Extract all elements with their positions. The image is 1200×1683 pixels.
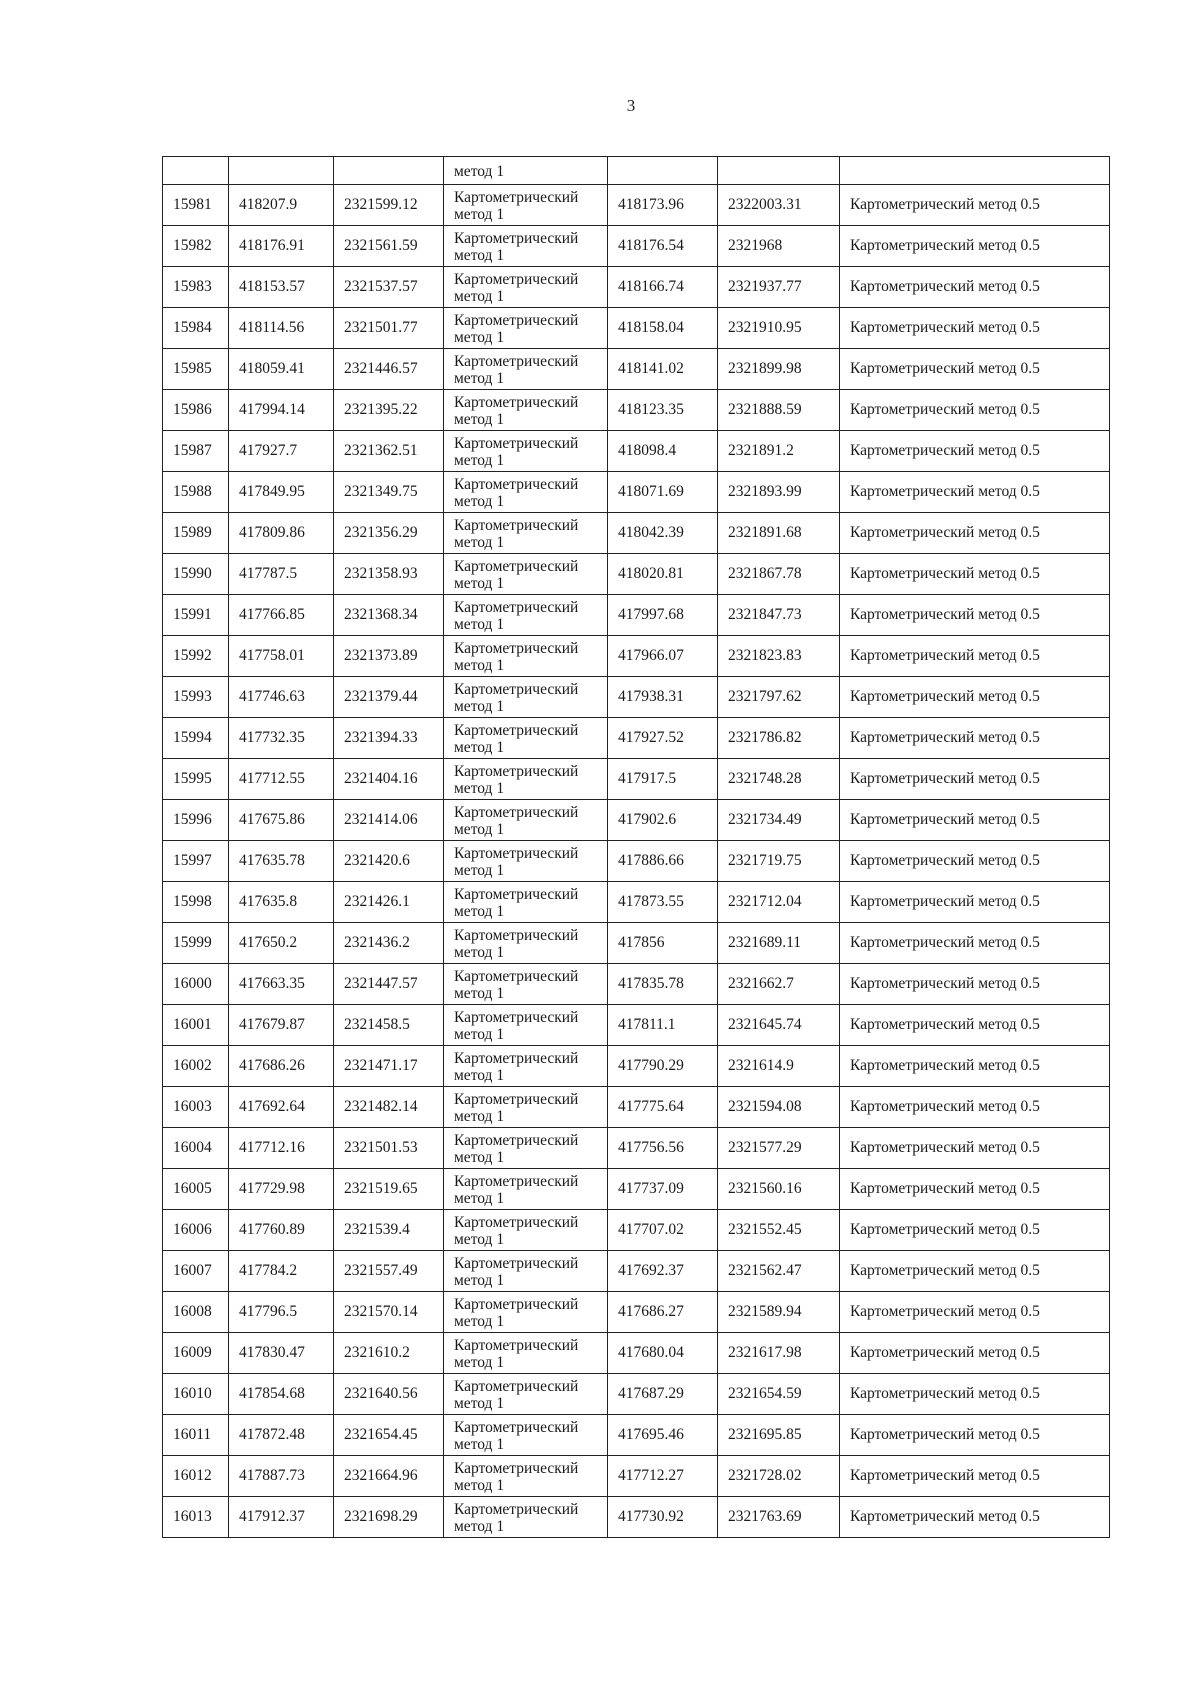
cell-accuracy: Картометрический метод 0.5 (840, 677, 1110, 718)
cell-method: Картометрический метод 1 (444, 308, 608, 349)
cell-point-number: 15982 (163, 226, 229, 267)
cell-method: метод 1 (444, 157, 608, 185)
cell-y2: 2322003.31 (718, 185, 840, 226)
cell-x1: 418059.41 (229, 349, 334, 390)
cell-method: Картометрический метод 1 (444, 1251, 608, 1292)
cell-y2: 2321645.74 (718, 1005, 840, 1046)
coordinates-table (162, 156, 1110, 1538)
cell-accuracy: Картометрический метод 0.5 (840, 1497, 1110, 1538)
cell-y2: 2321728.02 (718, 1456, 840, 1497)
cell-y2: 2321891.68 (718, 513, 840, 554)
cell-y2: 2321562.47 (718, 1251, 840, 1292)
cell-point-number: 16008 (163, 1292, 229, 1333)
cell-x1: 417692.64 (229, 1087, 334, 1128)
cell-accuracy: Картометрический метод 0.5 (840, 1128, 1110, 1169)
cell-point-number: 16013 (163, 1497, 229, 1538)
cell-y1: 2321362.51 (334, 431, 444, 472)
cell-point-number: 15983 (163, 267, 229, 308)
cell-x2: 417695.46 (608, 1415, 718, 1456)
cell-x2: 417856 (608, 923, 718, 964)
cell-accuracy: Картометрический метод 0.5 (840, 431, 1110, 472)
cell-x1: 417872.48 (229, 1415, 334, 1456)
cell-accuracy: Картометрический метод 0.5 (840, 349, 1110, 390)
cell-x1: 417686.26 (229, 1046, 334, 1087)
table-row (163, 226, 1110, 267)
cell-x1: 417927.7 (229, 431, 334, 472)
cell-accuracy: Картометрический метод 0.5 (840, 1415, 1110, 1456)
cell-x2: 418071.69 (608, 472, 718, 513)
cell-point-number: 15996 (163, 800, 229, 841)
cell-y1: 2321519.65 (334, 1169, 444, 1210)
cell-accuracy: Картометрический метод 0.5 (840, 1251, 1110, 1292)
cell-y2: 2321748.28 (718, 759, 840, 800)
table-row (163, 1333, 1110, 1374)
cell-x1: 417758.01 (229, 636, 334, 677)
cell-y1: 2321379.44 (334, 677, 444, 718)
cell-point-number: 16000 (163, 964, 229, 1005)
cell-method: Картометрический метод 1 (444, 1292, 608, 1333)
cell-x2: 417756.56 (608, 1128, 718, 1169)
cell-x2: 417873.55 (608, 882, 718, 923)
table-row (163, 718, 1110, 759)
cell-point-number: 15981 (163, 185, 229, 226)
table-row (163, 923, 1110, 964)
table-row (163, 1210, 1110, 1251)
cell-x2: 417886.66 (608, 841, 718, 882)
cell-accuracy: Картометрический метод 0.5 (840, 1046, 1110, 1087)
cell-y1: 2321570.14 (334, 1292, 444, 1333)
cell-accuracy: Картометрический метод 0.5 (840, 841, 1110, 882)
cell-x2: 417902.6 (608, 800, 718, 841)
cell-method: Картометрический метод 1 (444, 1046, 608, 1087)
cell-y2: 2321734.49 (718, 800, 840, 841)
cell-y1: 2321447.57 (334, 964, 444, 1005)
cell-y1: 2321482.14 (334, 1087, 444, 1128)
cell-point-number: 15992 (163, 636, 229, 677)
cell-y1: 2321358.93 (334, 554, 444, 595)
table-row (163, 1292, 1110, 1333)
cell-method: Картометрический метод 1 (444, 1374, 608, 1415)
cell-x1: 417830.47 (229, 1333, 334, 1374)
cell-method: Картометрический метод 1 (444, 882, 608, 923)
cell-x2: 417997.68 (608, 595, 718, 636)
cell-x1: 417679.87 (229, 1005, 334, 1046)
cell-method: Картометрический метод 1 (444, 1497, 608, 1538)
cell-point-number: 15998 (163, 882, 229, 923)
table-row (163, 431, 1110, 472)
cell-point-number: 15984 (163, 308, 229, 349)
cell-y1: 2321414.06 (334, 800, 444, 841)
cell-x1: 417675.86 (229, 800, 334, 841)
cell-y2: 2321589.94 (718, 1292, 840, 1333)
cell-x2: 417966.07 (608, 636, 718, 677)
table-row (163, 1415, 1110, 1456)
cell-method: Картометрический метод 1 (444, 1169, 608, 1210)
cell-y2: 2321910.95 (718, 308, 840, 349)
cell-point-number: 15999 (163, 923, 229, 964)
cell-y1 (334, 157, 444, 185)
cell-method: Картометрический метод 1 (444, 964, 608, 1005)
table-row (163, 472, 1110, 513)
cell-y1: 2321557.49 (334, 1251, 444, 1292)
cell-point-number: 16009 (163, 1333, 229, 1374)
cell-y1: 2321368.34 (334, 595, 444, 636)
cell-y2: 2321893.99 (718, 472, 840, 513)
cell-y2: 2321786.82 (718, 718, 840, 759)
cell-x1: 417712.55 (229, 759, 334, 800)
cell-x1: 417809.86 (229, 513, 334, 554)
cell-x1: 417746.63 (229, 677, 334, 718)
table-row (163, 267, 1110, 308)
cell-method: Картометрический метод 1 (444, 431, 608, 472)
cell-accuracy: Картометрический метод 0.5 (840, 718, 1110, 759)
cell-point-number: 15990 (163, 554, 229, 595)
cell-x2: 417730.92 (608, 1497, 718, 1538)
cell-accuracy: Картометрический метод 0.5 (840, 472, 1110, 513)
cell-y2: 2321823.83 (718, 636, 840, 677)
page-number: 3 (626, 96, 636, 115)
cell-y1: 2321501.77 (334, 308, 444, 349)
table-row (163, 185, 1110, 226)
cell-x2: 417917.5 (608, 759, 718, 800)
cell-y2: 2321847.73 (718, 595, 840, 636)
cell-point-number: 16012 (163, 1456, 229, 1497)
cell-accuracy: Картометрический метод 0.5 (840, 1210, 1110, 1251)
table-row (163, 513, 1110, 554)
cell-y1: 2321654.45 (334, 1415, 444, 1456)
cell-point-number (163, 157, 229, 185)
cell-y2: 2321695.85 (718, 1415, 840, 1456)
cell-x1: 417729.98 (229, 1169, 334, 1210)
table-row (163, 636, 1110, 677)
cell-y1: 2321537.57 (334, 267, 444, 308)
cell-method: Картометрический метод 1 (444, 923, 608, 964)
cell-x2: 417687.29 (608, 1374, 718, 1415)
cell-x2: 417790.29 (608, 1046, 718, 1087)
cell-x1: 417994.14 (229, 390, 334, 431)
cell-accuracy: Картометрический метод 0.5 (840, 1333, 1110, 1374)
cell-method: Картометрический метод 1 (444, 595, 608, 636)
cell-x1: 417787.5 (229, 554, 334, 595)
cell-y1: 2321471.17 (334, 1046, 444, 1087)
cell-method: Картометрический метод 1 (444, 800, 608, 841)
cell-x2: 417712.27 (608, 1456, 718, 1497)
table-row (163, 1046, 1110, 1087)
cell-accuracy: Картометрический метод 0.5 (840, 800, 1110, 841)
cell-x2: 417927.52 (608, 718, 718, 759)
cell-accuracy: Картометрический метод 0.5 (840, 185, 1110, 226)
table-row (163, 677, 1110, 718)
table-row (163, 1497, 1110, 1538)
cell-x1: 417766.85 (229, 595, 334, 636)
cell-y2: 2321560.16 (718, 1169, 840, 1210)
cell-point-number: 15994 (163, 718, 229, 759)
cell-point-number: 16004 (163, 1128, 229, 1169)
cell-accuracy: Картометрический метод 0.5 (840, 882, 1110, 923)
cell-method: Картометрический метод 1 (444, 636, 608, 677)
cell-y2: 2321719.75 (718, 841, 840, 882)
table-row (163, 841, 1110, 882)
cell-y1: 2321420.6 (334, 841, 444, 882)
table-row (163, 1374, 1110, 1415)
cell-accuracy: Картометрический метод 0.5 (840, 636, 1110, 677)
cell-y2: 2321662.7 (718, 964, 840, 1005)
cell-x1: 417732.35 (229, 718, 334, 759)
cell-x2: 417692.37 (608, 1251, 718, 1292)
cell-point-number: 15985 (163, 349, 229, 390)
cell-accuracy: Картометрический метод 0.5 (840, 390, 1110, 431)
cell-y2: 2321763.69 (718, 1497, 840, 1538)
cell-method: Картометрический метод 1 (444, 1128, 608, 1169)
cell-accuracy: Картометрический метод 0.5 (840, 267, 1110, 308)
cell-y1: 2321501.53 (334, 1128, 444, 1169)
cell-x2: 417680.04 (608, 1333, 718, 1374)
cell-y2: 2321712.04 (718, 882, 840, 923)
cell-point-number: 15987 (163, 431, 229, 472)
cell-x2: 418123.35 (608, 390, 718, 431)
cell-point-number: 15988 (163, 472, 229, 513)
cell-x2: 418098.4 (608, 431, 718, 472)
cell-accuracy: Картометрический метод 0.5 (840, 554, 1110, 595)
cell-x2: 418020.81 (608, 554, 718, 595)
cell-accuracy: Картометрический метод 0.5 (840, 308, 1110, 349)
cell-y2: 2321899.98 (718, 349, 840, 390)
cell-accuracy: Картометрический метод 0.5 (840, 1005, 1110, 1046)
cell-y1: 2321446.57 (334, 349, 444, 390)
cell-method: Картометрический метод 1 (444, 1005, 608, 1046)
cell-method: Картометрический метод 1 (444, 349, 608, 390)
table-row (163, 1169, 1110, 1210)
cell-x2: 417835.78 (608, 964, 718, 1005)
cell-x1: 417796.5 (229, 1292, 334, 1333)
cell-accuracy (840, 157, 1110, 185)
table-row (163, 349, 1110, 390)
cell-method: Картометрический метод 1 (444, 513, 608, 554)
cell-y2: 2321797.62 (718, 677, 840, 718)
cell-y1: 2321394.33 (334, 718, 444, 759)
table-row (163, 800, 1110, 841)
cell-accuracy: Картометрический метод 0.5 (840, 759, 1110, 800)
cell-x2: 417686.27 (608, 1292, 718, 1333)
table-row (163, 1128, 1110, 1169)
cell-y1: 2321458.5 (334, 1005, 444, 1046)
cell-x1: 417712.16 (229, 1128, 334, 1169)
cell-method: Картометрический метод 1 (444, 677, 608, 718)
cell-x2: 418176.54 (608, 226, 718, 267)
cell-method: Картометрический метод 1 (444, 226, 608, 267)
cell-x1: 418153.57 (229, 267, 334, 308)
table-row (163, 1087, 1110, 1128)
cell-method: Картометрический метод 1 (444, 1333, 608, 1374)
cell-y1: 2321426.1 (334, 882, 444, 923)
cell-point-number: 15995 (163, 759, 229, 800)
cell-x1: 417760.89 (229, 1210, 334, 1251)
cell-x2: 417811.1 (608, 1005, 718, 1046)
cell-x1: 417887.73 (229, 1456, 334, 1497)
cell-point-number: 15997 (163, 841, 229, 882)
cell-method: Картометрический метод 1 (444, 1456, 608, 1497)
cell-y2: 2321617.98 (718, 1333, 840, 1374)
cell-x2: 417737.09 (608, 1169, 718, 1210)
cell-y2: 2321689.11 (718, 923, 840, 964)
cell-y1: 2321404.16 (334, 759, 444, 800)
cell-x1: 417663.35 (229, 964, 334, 1005)
cell-x2: 417707.02 (608, 1210, 718, 1251)
cell-y2: 2321594.08 (718, 1087, 840, 1128)
cell-accuracy: Картометрический метод 0.5 (840, 1374, 1110, 1415)
cell-point-number: 15986 (163, 390, 229, 431)
cell-y1: 2321436.2 (334, 923, 444, 964)
cell-y1: 2321356.29 (334, 513, 444, 554)
cell-method: Картометрический метод 1 (444, 472, 608, 513)
cell-accuracy: Картометрический метод 0.5 (840, 1169, 1110, 1210)
cell-method: Картометрический метод 1 (444, 1415, 608, 1456)
cell-method: Картометрический метод 1 (444, 841, 608, 882)
cell-point-number: 16005 (163, 1169, 229, 1210)
cell-method: Картометрический метод 1 (444, 759, 608, 800)
cell-y2: 2321577.29 (718, 1128, 840, 1169)
table-row (163, 759, 1110, 800)
cell-x1: 417635.8 (229, 882, 334, 923)
cell-y2 (718, 157, 840, 185)
cell-x2: 418166.74 (608, 267, 718, 308)
cell-y1: 2321561.59 (334, 226, 444, 267)
cell-x2 (608, 157, 718, 185)
table-row (163, 390, 1110, 431)
cell-y2: 2321614.9 (718, 1046, 840, 1087)
cell-y1: 2321599.12 (334, 185, 444, 226)
cell-point-number: 15989 (163, 513, 229, 554)
cell-x2: 417938.31 (608, 677, 718, 718)
table-row (163, 595, 1110, 636)
cell-y1: 2321664.96 (334, 1456, 444, 1497)
cell-x1: 417784.2 (229, 1251, 334, 1292)
cell-method: Картометрический метод 1 (444, 554, 608, 595)
table-row (163, 554, 1110, 595)
cell-y2: 2321891.2 (718, 431, 840, 472)
cell-x2: 418158.04 (608, 308, 718, 349)
cell-x1: 417854.68 (229, 1374, 334, 1415)
cell-accuracy: Картометрический метод 0.5 (840, 1456, 1110, 1497)
cell-accuracy: Картометрический метод 0.5 (840, 513, 1110, 554)
cell-method: Картометрический метод 1 (444, 185, 608, 226)
cell-accuracy: Картометрический метод 0.5 (840, 1292, 1110, 1333)
cell-accuracy: Картометрический метод 0.5 (840, 595, 1110, 636)
cell-y1: 2321349.75 (334, 472, 444, 513)
cell-method: Картометрический метод 1 (444, 718, 608, 759)
cell-point-number: 16006 (163, 1210, 229, 1251)
cell-accuracy: Картометрический метод 0.5 (840, 964, 1110, 1005)
cell-accuracy: Картометрический метод 0.5 (840, 1087, 1110, 1128)
cell-y2: 2321654.59 (718, 1374, 840, 1415)
cell-y2: 2321867.78 (718, 554, 840, 595)
cell-accuracy: Картометрический метод 0.5 (840, 923, 1110, 964)
cell-x1: 417635.78 (229, 841, 334, 882)
cell-x1: 417849.95 (229, 472, 334, 513)
cell-y2: 2321552.45 (718, 1210, 840, 1251)
table-row (163, 964, 1110, 1005)
cell-point-number: 15993 (163, 677, 229, 718)
cell-y2: 2321937.77 (718, 267, 840, 308)
cell-y1: 2321610.2 (334, 1333, 444, 1374)
cell-x1: 418207.9 (229, 185, 334, 226)
cell-x2: 418141.02 (608, 349, 718, 390)
cell-x1: 417912.37 (229, 1497, 334, 1538)
cell-point-number: 16003 (163, 1087, 229, 1128)
table-row (163, 882, 1110, 923)
cell-point-number: 16011 (163, 1415, 229, 1456)
table-row (163, 308, 1110, 349)
cell-method: Картометрический метод 1 (444, 390, 608, 431)
coordinates-table-body (163, 157, 1110, 1538)
cell-y1: 2321640.56 (334, 1374, 444, 1415)
cell-y1: 2321698.29 (334, 1497, 444, 1538)
cell-x2: 418042.39 (608, 513, 718, 554)
cell-point-number: 16001 (163, 1005, 229, 1046)
cell-x2: 418173.96 (608, 185, 718, 226)
cell-y1: 2321539.4 (334, 1210, 444, 1251)
table-row (163, 1456, 1110, 1497)
cell-y2: 2321968 (718, 226, 840, 267)
table-row (163, 1005, 1110, 1046)
cell-method: Картометрический метод 1 (444, 1210, 608, 1251)
cell-point-number: 16007 (163, 1251, 229, 1292)
cell-x1 (229, 157, 334, 185)
cell-accuracy: Картометрический метод 0.5 (840, 226, 1110, 267)
cell-point-number: 15991 (163, 595, 229, 636)
cell-method: Картометрический метод 1 (444, 267, 608, 308)
cell-y1: 2321373.89 (334, 636, 444, 677)
cell-y1: 2321395.22 (334, 390, 444, 431)
cell-x1: 418176.91 (229, 226, 334, 267)
cell-x1: 417650.2 (229, 923, 334, 964)
table-row-continued (163, 157, 1110, 185)
cell-x2: 417775.64 (608, 1087, 718, 1128)
cell-method: Картометрический метод 1 (444, 1087, 608, 1128)
cell-y2: 2321888.59 (718, 390, 840, 431)
cell-x1: 418114.56 (229, 308, 334, 349)
cell-point-number: 16010 (163, 1374, 229, 1415)
table-row (163, 1251, 1110, 1292)
cell-point-number: 16002 (163, 1046, 229, 1087)
